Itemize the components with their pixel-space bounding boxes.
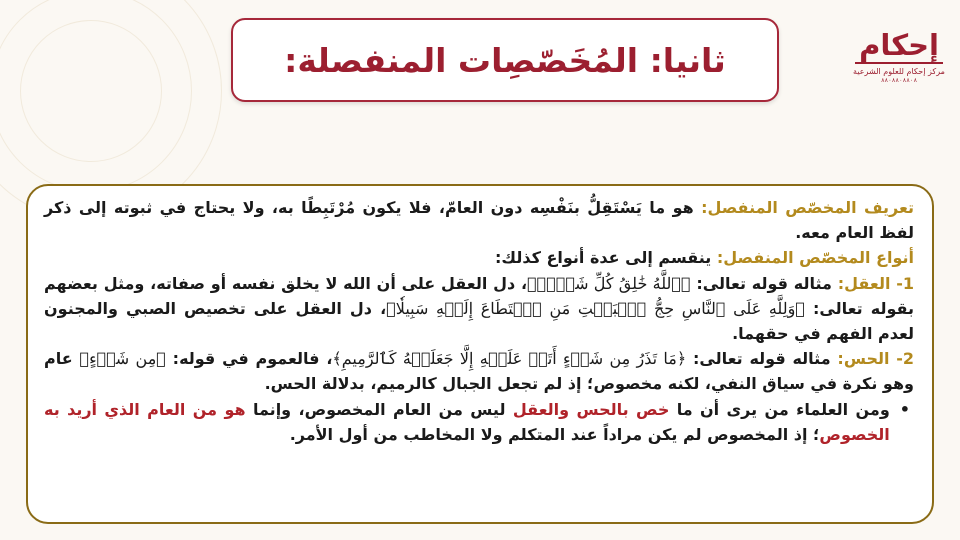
definition-text: هو ما يَسْتَقِلُّ بنَفْسِه دون العامّ، فلا يكون مُرْتَبِطًا به، ولا يحتاج في ثبوته إلى ذكر لفظ العام معه. [44,198,914,243]
title-box [231,18,779,102]
item-sense-text-b: ، فالعموم في قوله: [165,349,333,369]
types-paragraph [44,245,914,270]
quran-verse-4: ﴿مِن شَيۡءٍ﴾ [79,349,166,369]
item-reason-paragraph [44,271,914,347]
bullet-text-c: ؛ إذ المخصوص لم يكن مراداً عند المتكلم ولا المخاطب من أول الأمر. [289,424,820,444]
page-title: ثانيا: المُخَصّصِات المنفصلة: [284,40,726,80]
item-reason-label: 1- العقل: [837,273,915,293]
bullet-text-a: ومن العلماء من يرى أن ما [669,399,890,419]
bullet-paragraph [44,397,914,447]
bullet-highlight-2: هو من العام الذي أريد به الخصوص [44,399,890,444]
item-reason-text-a: مثاله قوله تعالى: [690,273,838,293]
types-text: ينقسم إلى عدة أنواع كذلك: [495,248,717,268]
background-pattern-core [20,20,162,162]
item-sense-text-c: عام وهو نكرة في سياق النفي، لكنه مخصوص؛ إذ لم تجعل الجبال كالرميم، بدلالة الحس. [44,349,914,394]
bullet-content [44,397,890,447]
quran-verse-3: ﴿مَا تَذَرُ مِن شَيۡءٍ أَتَتۡ عَلَيۡهِ إِلَّا جَعَلَتۡهُ كَٱلرَّمِيمِ﴾ [332,349,687,369]
item-sense-text-a: مثاله قوله تعالى: [686,349,838,369]
item-reason-text-b: ، دل العقل على أن الله لا يخلق نفسه أو صفاته، ومثل بعضهم بقوله تعالى: [44,273,915,318]
definition-paragraph [44,195,914,245]
quran-verse-1: ﴿ٱللَّهُ خَٰلِقُ كُلِّ شَيۡءٖ﴾ [527,273,691,293]
content-box [26,184,934,524]
item-sense-label: 2- الحس: [837,349,915,369]
logo [850,28,948,94]
item-sense-paragraph [44,346,914,396]
bullet-text-b: ليس من العام المخصوص، وإنما [245,399,513,419]
definition-label: تعريف المخصّص المنفصل: [701,198,915,217]
quran-verse-2: ﴿وَلِلَّهِ عَلَى ٱلنَّاسِ حِجُّ ٱلۡبَيۡتِ مَنِ ٱسۡتَطَاعَ إِلَيۡهِ سَبِيلٗا﴾ [386,298,805,318]
logo-name: إحكام [855,28,943,64]
bullet-highlight-1: خص بالحس والعقل [512,399,670,419]
types-label: أنواع المخصّص المنفصل: [716,248,914,268]
logo-subtitle: مركز إحكام للعلوم الشرعية [853,67,945,76]
logo-number: ٨٨٠٨٨٠٨٨٠٨ [880,77,918,84]
bullet-icon: • [899,399,910,419]
item-reason-text-c: ، دل العقل على تخصيص الصبي والمجنون لعدم الفهم في حقهما. [44,298,914,344]
